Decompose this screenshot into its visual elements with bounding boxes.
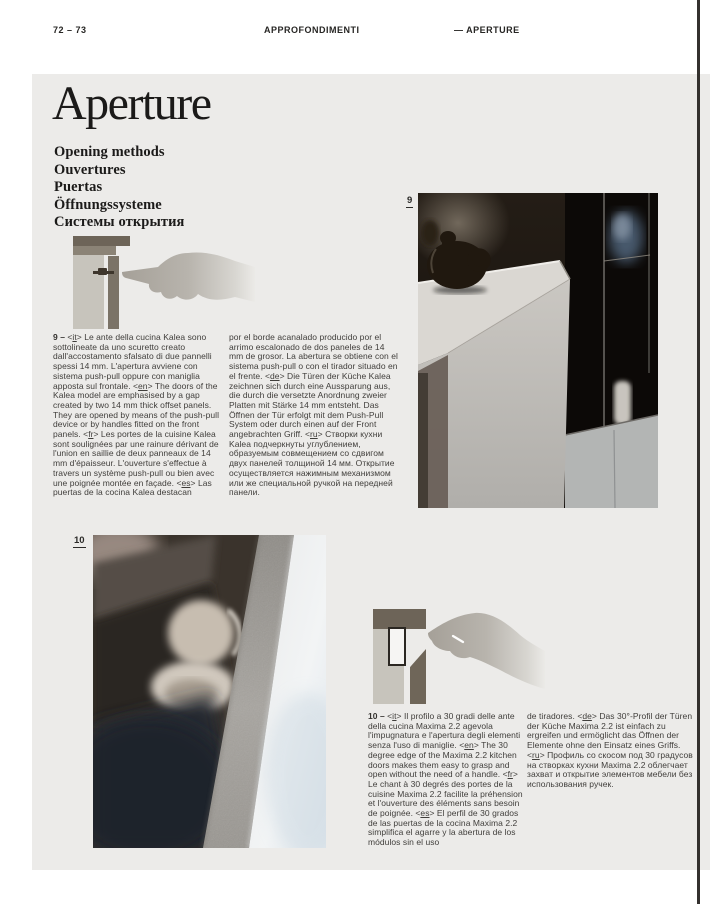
diagram9-door-panel [108, 256, 119, 329]
lang-tag-fr: <fr> [83, 429, 99, 440]
lang-tag-ru: <ru> [304, 429, 323, 440]
subtitle-line: Ouvertures [54, 161, 126, 178]
lang-tag-de: <de> [265, 370, 285, 381]
photo9-counter-island [418, 261, 570, 508]
figure10-caption-col2: de tiradores. <de> Das 30°-Profil der Türen der Küche Maxima 2.2 ist einfach zu ergreifen und ermöglicht das Öffnen der Elemente ohne den Einsatz eines Griffs. <ru> Профиль со скосом под 30 градусов на створках кухни Maxima 2.2 облегчает захват и открытие элементов мебели без использования ручек. [527, 711, 693, 789]
section-title: APPROFONDIMENTI [264, 25, 360, 35]
lang-tag-es: <es> [415, 808, 435, 819]
subtitle-line: Системы открытия [54, 214, 185, 231]
diagram9-mid-bar [73, 246, 116, 255]
diagram10-grip-recess [388, 627, 406, 666]
page-title: Aperture [52, 77, 211, 130]
lang-tag-fr: <fr> [502, 769, 518, 780]
lang-tag-en: <en> [459, 740, 479, 751]
lang-tag-it: <it> [67, 332, 82, 342]
subtitle-line: Puertas [54, 179, 103, 196]
subtitle-line: Öffnungssysteme [54, 196, 162, 213]
figure9-label: 9 [407, 195, 413, 206]
grasping-hand-icon [420, 605, 545, 695]
diagram10-top-cap [373, 609, 426, 629]
chapter-marker: — APERTURE [454, 25, 520, 35]
drawer-photo-10 [93, 535, 326, 848]
page-numbers: 72 – 73 [53, 25, 87, 35]
subtitle-list [54, 144, 185, 232]
lang-tag-de: <de> [577, 711, 597, 721]
photo9-white-towel [614, 381, 631, 425]
lang-tag-en: <en> [133, 380, 153, 391]
diagram9-handle-bar [93, 271, 114, 274]
figure10-label: 10 [74, 535, 85, 546]
content-sheet [32, 74, 710, 870]
page-edge-shadow [697, 0, 700, 904]
lang-tag-ru: <ru> [527, 749, 545, 760]
kitchen-photo-9 [418, 193, 658, 508]
lang-tag-es: <es> [176, 477, 196, 488]
diagram9-cabinet-panel [73, 255, 104, 329]
figure9-caption-col2: por el borde acanalado producido por el arrimo escalonado de dos paneles de 14 mm de grosor. La abertura se obtiene con el sistema push-pull o con el tirador situado en el frente. <de> Die Türen der Küche Kalea zeichnen sich durch eine Aussparung aus, die durch die versetzte Anordnung zweier Platten mit Stärke 14 mm entsteht. Das Öffnen der Tür erfolgt mit dem Push-Pull System oder durch einen auf der Front angebrachten Griff. <ru> Створки кухни Kalea подчеркнуты углублением, образуемым совмещением со сдвигом двух панелей толщиной 14 мм. Открытие осуществляется нажимным механизмом или же специальной ручкой на передней панели. [229, 332, 398, 498]
figure10-caption-col1: 10 – <it> Il profilo a 30 gradi delle ante della cucina Maxima 2.2 agevola l'impugnatura e l'apertura degli elementi senza l'uso di maniglie. <en> The 30 degree edge of the Maxima 2.2 kitchen doors makes them easy to grasp and open without the need of a handle. <fr> Le chant à 30 degrés des portes de la cuisine Maxima 2.2 facilite la préhension et l'ouverture des éléments sans besoin de poignée. <es> El perfil de 30 grados de las puertas de la cocina Maxima 2.2 simplifica el agarre y la abertura de los módulos sin el uso [368, 711, 523, 848]
subtitle-line: Opening methods [54, 144, 165, 160]
figure9-caption-col1: 9 – <it> Le ante della cucina Kalea sono sottolineate da uno scuretto creato dall'accostamento sfalsato di due pannelli spessi 14 mm. L'apertura avviene con sistema push-pull oppure con maniglia apposta sul frontale. <en> The doors of the Kalea model are emphasised by a gap created by two 14 mm thick offset panels. They are opened by means of the push-pull device or by handles fitted on the front panels. <fr> Les portes de la cuisine Kalea sont soulignées par une rainure dérivant de l'union en saillie de deux panneaux de 14 mm d'épaisseur. L'ouverture s'effectue à travers un système push-pull ou bien avec une poignée montée en façade. <es> Las puertas de la cocina Kalea destacan [53, 332, 220, 498]
lang-tag-it: <it> [387, 711, 402, 721]
pointing-hand-icon [120, 244, 255, 306]
